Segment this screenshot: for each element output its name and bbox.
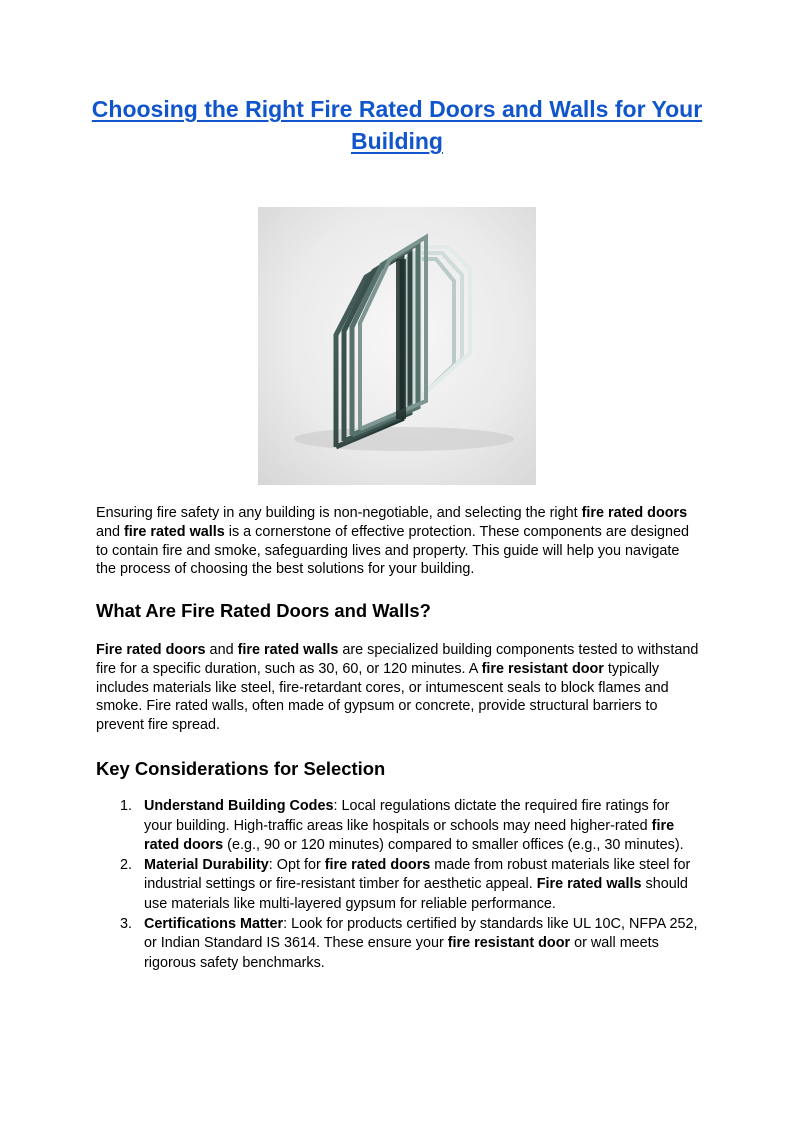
list-item-number: 1. [120, 798, 133, 814]
list-item-text: : Local regulations dictate the required fire ratings for your building. High-traffic areas like hospitals or schools may need higher-rated [144, 798, 670, 834]
list-item-bold: fire resistant door [447, 935, 571, 952]
list-item-text: : Look for products certified by standards like UL 10C, NFPA 252, or Indian Standard IS 3614. These ensure your [144, 915, 698, 952]
list-item-number: 3. [120, 915, 133, 932]
list-item-label: Certifications Matter [144, 915, 284, 932]
list-item-text: should use materials like multi-layered gypsum for reliable performance. [144, 876, 688, 912]
section1-text-2: are specialized building components tested to withstand fire for a specific duration, such as 30, 60, or 120 minutes. A [96, 642, 699, 677]
list-item [96, 856, 700, 915]
list-item-number: 2. [120, 856, 133, 873]
section1-bold-2: fire rated walls [237, 642, 339, 658]
intro-bold-fire-rated-doors: fire rated doors [581, 505, 688, 521]
list-item [96, 915, 700, 974]
list-item-text: or wall meets rigorous safety benchmarks. [144, 935, 659, 971]
glass-panel-icon [258, 207, 536, 485]
list-item-text: (e.g., 90 or 120 minutes) compared to smaller offices (e.g., 30 minutes). [223, 837, 684, 854]
intro-bold-fire-rated-walls: fire rated walls [124, 523, 225, 540]
list-item-label: Material Durability [144, 856, 269, 873]
section1-paragraph [96, 641, 700, 735]
considerations-list [96, 797, 700, 973]
list-item-label: Understand Building Codes [144, 798, 334, 814]
section1-bold-1: Fire rated doors [96, 642, 206, 658]
page-title[interactable]: Choosing the Right Fire Rated Doors and Walls for Your Building [91, 96, 703, 154]
section1-text-3: typically includes materials like steel, fire-retardant cores, or intumescent seals to block flames and smoke. Fire rated walls, often made of gypsum or concrete, provide structural barriers to prevent fire spread. [96, 660, 669, 734]
list-item [96, 797, 700, 856]
fire-rated-glass-panel-image [258, 207, 536, 485]
list-item-bold: Fire rated walls [536, 876, 642, 893]
section1-text-1: and [205, 642, 238, 658]
section-heading-what-are: What Are Fire Rated Doors and Walls? [96, 600, 431, 621]
section-heading-key-considerations: Key Considerations for Selection [96, 758, 386, 779]
section1-bold-3: fire resistant door [481, 660, 604, 677]
list-item-text: : Opt for [268, 856, 325, 873]
intro-text-3: is a cornerstone of effective protection. These components are designed to contain fire and smoke, safeguarding lives and property. This guide will help you navigate the process of choosing the best solutions for your building. [96, 523, 690, 578]
list-item-bold: fire rated doors [324, 856, 431, 873]
list-item-text: made from robust materials like steel for industrial settings or fire-resistant timber for aesthetic appeal. [144, 856, 691, 893]
intro-text-2: and [96, 523, 125, 540]
list-item-bold: fire rated doors [144, 817, 675, 854]
intro-text-1: Ensuring fire safety in any building is non-negotiable, and selecting the right [96, 505, 582, 521]
intro-paragraph [96, 504, 700, 579]
